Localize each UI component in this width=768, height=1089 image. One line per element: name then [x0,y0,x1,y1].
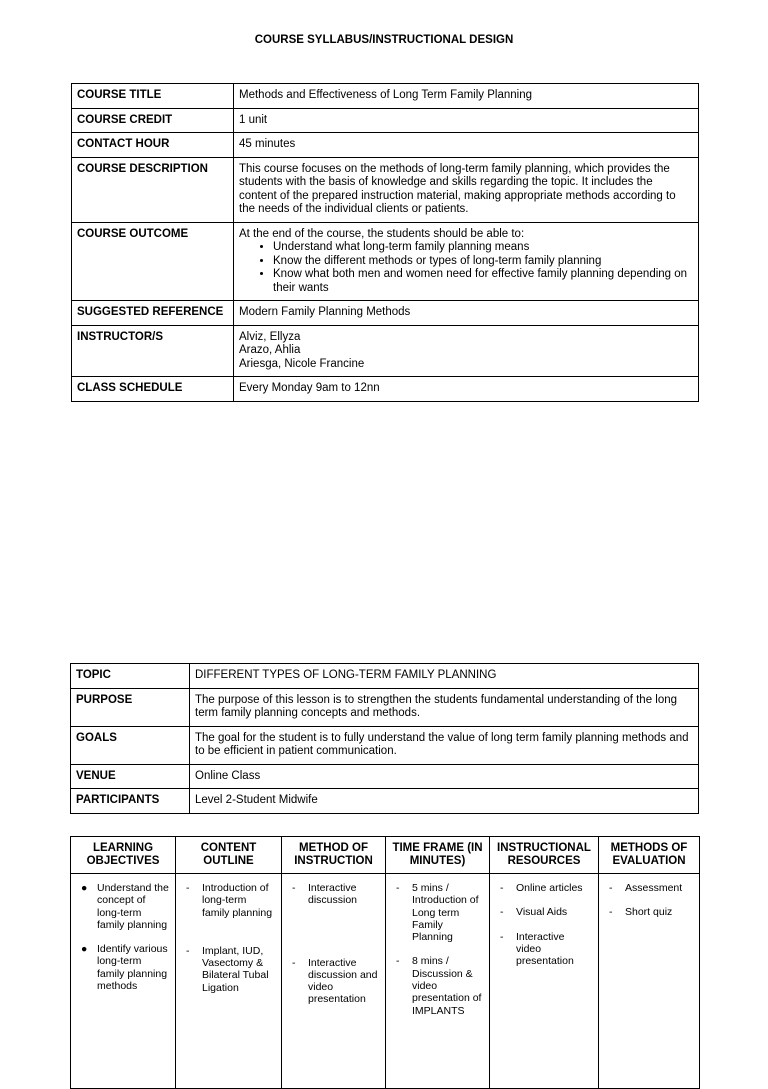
course-title-value: Methods and Effectiveness of Long Term Family Planning [234,84,699,109]
contact-hour-value: 45 minutes [234,133,699,158]
dash-icon: - [609,882,613,894]
bullet-icon: ● [81,943,88,956]
course-credit-value: 1 unit [234,108,699,133]
schedule-value: Every Monday 9am to 12nn [234,377,699,402]
topic-info-table [70,663,699,814]
course-outcome-value [234,222,699,301]
participants-label: PARTICIPANTS [71,789,190,814]
table-row [72,84,699,109]
schedule-label: CLASS SCHEDULE [72,377,234,402]
topic-label: TOPIC [71,664,190,689]
instructor-name: Ariesga, Nicole Francine [239,357,365,370]
objectives-cell [71,874,176,1089]
instructor-name: Arazo, Ahlia [239,344,301,356]
table-row [72,222,699,301]
reference-value: Modern Family Planning Methods [234,301,699,326]
goals-value: The goal for the student is to fully understand the value of long term family planning methods and to be efficient in patient communication. [190,726,699,764]
goals-label: GOALS [71,726,190,764]
course-title-label: COURSE TITLE [72,84,234,109]
column-header: INSTRUCTIONAL RESOURCES [490,837,599,874]
table-row [72,157,699,222]
purpose-value: The purpose of this lesson is to strengthen the students fundamental understanding of the long term family planning concepts and methods. [190,688,699,726]
course-description-value: This course focuses on the methods of long-term family planning, which provides the students with the basis of knowledge and skills regarding the topic. It includes the content of the prepared instruction material, making appropriate methods according to the needs of the individual clients or patients. [234,157,699,222]
table-row [71,764,699,789]
table-header-row [71,837,700,874]
course-outcome-label: COURSE OUTCOME [72,222,234,301]
table-row [71,789,699,814]
lesson-plan-table [70,836,700,1089]
list-item: - Online articles [496,882,592,894]
course-info-table [71,83,699,402]
list-item: - Visual Aids [496,906,592,918]
list-item: - Implant, IUD, Vasectomy & Bilateral Tubal Ligation [182,945,275,994]
column-header: METHODS OF EVALUATION [599,837,700,874]
table-row [72,377,699,402]
bullet-icon: ● [81,882,88,894]
list-item: - Assessment [605,882,693,894]
list-item: • Know the different methods or types of long-term family planning [273,255,693,269]
list-item: - Short quiz [605,906,693,918]
dash-icon: - [500,930,504,943]
list-item: - Interactive video presentation [496,931,592,968]
list-item: - Interactive discussion and video presentation [288,957,379,1006]
dash-icon: - [292,956,296,969]
document-title: COURSE SYLLABUS/INSTRUCTIONAL DESIGN [254,34,514,46]
table-row [71,874,700,1089]
list-item: ● Identify various long-term family planning methods [77,943,169,992]
content-cell [176,874,282,1089]
venue-label: VENUE [71,764,190,789]
reference-label: SUGGESTED REFERENCE [72,301,234,326]
table-row [71,688,699,726]
list-item: • Understand what long-term family planning means [273,241,693,255]
instructor-name: Alviz, Ellyza [239,330,301,343]
contact-hour-label: CONTACT HOUR [72,133,234,158]
table-row [71,664,699,689]
list-item: - 5 mins / Introduction of Long term Family Planning [392,882,483,943]
purpose-label: PURPOSE [71,688,190,726]
list-item: - Interactive discussion [288,882,379,907]
dash-icon: - [186,882,190,894]
time-cell [386,874,490,1089]
participants-value: Level 2-Student Midwife [190,789,699,814]
course-outcome-list [239,241,693,295]
table-row [72,108,699,133]
table-row [71,726,699,764]
table-row [72,301,699,326]
dash-icon: - [609,906,613,919]
course-outcome-intro: At the end of the course, the students should be able to: [239,227,525,240]
dash-icon: - [292,882,296,894]
table-row [72,133,699,158]
table-row [72,325,699,377]
venue-value: Online Class [190,764,699,789]
list-item: • Know what both men and women need for effective family planning depending on their wants [273,268,693,295]
dash-icon: - [500,906,504,919]
dash-icon: - [396,955,400,968]
evaluation-cell [599,874,700,1089]
dash-icon: - [186,944,190,957]
instructors-label: INSTRUCTOR/S [72,325,234,377]
column-header: TIME FRAME (IN MINUTES) [386,837,490,874]
list-item: - Introduction of long-term family planning [182,882,275,919]
column-header: LEARNING OBJECTIVES [71,837,176,874]
column-header: CONTENT OUTLINE [176,837,282,874]
instructors-value [234,325,699,377]
list-item: ● Understand the concept of long-term family planning [77,882,169,931]
dash-icon: - [500,882,504,894]
list-item: - 8 mins / Discussion & video presentation of IMPLANTS [392,955,483,1016]
dash-icon: - [396,882,400,894]
method-cell [282,874,386,1089]
topic-value: DIFFERENT TYPES OF LONG-TERM FAMILY PLANNING [190,664,699,689]
resources-cell [490,874,599,1089]
column-header: METHOD OF INSTRUCTION [282,837,386,874]
course-credit-label: COURSE CREDIT [72,108,234,133]
course-description-label: COURSE DESCRIPTION [72,157,234,222]
